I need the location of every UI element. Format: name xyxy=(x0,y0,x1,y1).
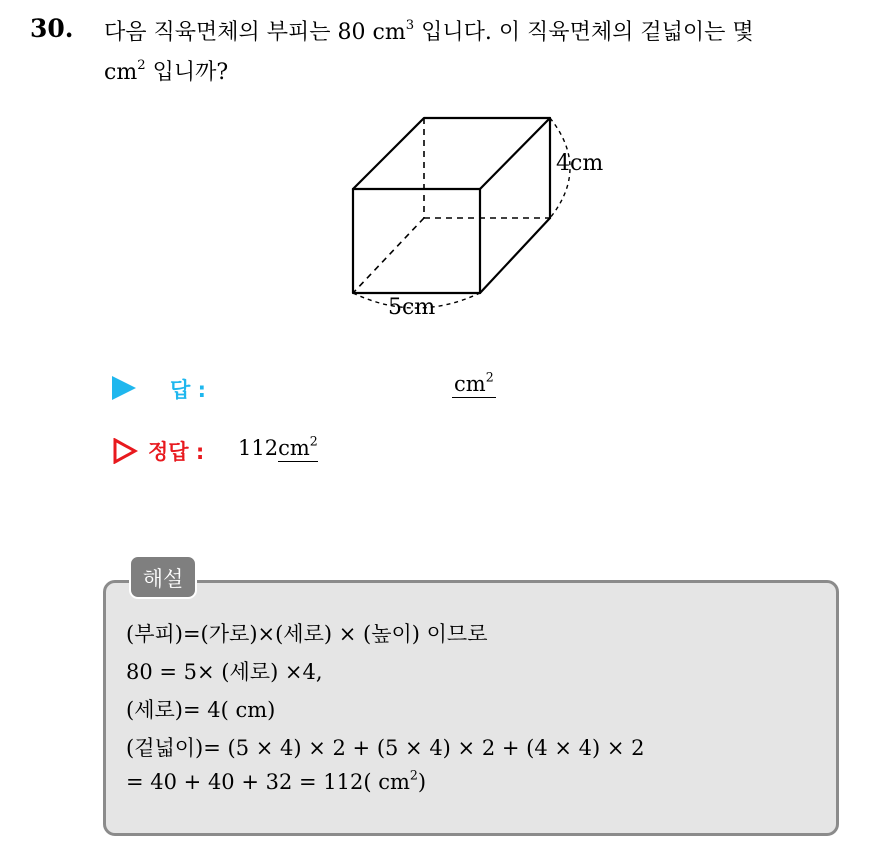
height-label: 4cm xyxy=(556,151,604,176)
correct-answer-unit: cm xyxy=(278,436,310,460)
explanation-tab: 해설 xyxy=(129,555,197,599)
cuboid-hidden-diagonal xyxy=(353,218,424,293)
question-text-line-1 xyxy=(104,15,754,46)
explanation-line-5 xyxy=(126,767,427,794)
explanation-line-4: (겉넓이)= (5 × 4) × 2 + (5 × 4) × 2 + (4 × 4) × 2 xyxy=(126,736,645,760)
cuboid-figure xyxy=(340,105,630,330)
question-volume-exponent: 3 xyxy=(405,18,415,34)
correct-answer-unit-wrap xyxy=(278,433,318,462)
cuboid-front-face xyxy=(353,189,480,293)
explanation-final-suffix: ) xyxy=(417,770,427,794)
question-text-end: 입니까? xyxy=(145,60,229,85)
question-text-start: 다음 직육면체의 부피는 80 xyxy=(104,20,366,45)
question-text-line-2 xyxy=(104,55,228,86)
correct-answer-label: 정답 : xyxy=(148,440,205,464)
width-label: 5cm xyxy=(388,295,436,320)
answer-row xyxy=(112,369,532,404)
filled-triangle-icon xyxy=(112,376,136,400)
correct-answer-number: 112 xyxy=(238,436,279,460)
answer-unit: cm xyxy=(454,372,486,396)
question-number: 30. xyxy=(30,14,74,43)
explanation-line-3: (세로)= 4( cm) xyxy=(126,698,276,722)
correct-answer-unit-exponent: 2 xyxy=(309,433,318,449)
explanation-final-exponent: 2 xyxy=(409,767,418,783)
cuboid-top-edges xyxy=(353,118,550,189)
question-volume-unit: cm xyxy=(372,20,406,45)
explanation-final-prefix: = 40 + 40 + 32 = 112( cm xyxy=(126,770,410,794)
answer-label: 답 : xyxy=(170,378,206,402)
answer-blank[interactable] xyxy=(452,369,496,398)
question-area-exponent: 2 xyxy=(137,58,146,74)
answer-unit-exponent: 2 xyxy=(485,369,494,385)
correct-answer-value xyxy=(238,433,318,460)
explanation-line-1: (부피)=(가로)×(세로) × (높이) 이므로 xyxy=(126,622,488,646)
question-area-unit: cm xyxy=(104,60,138,85)
question-text-rest: 입니다. 이 직육면체의 겉넓이는 몇 xyxy=(414,20,754,45)
explanation-line-2: 80 = 5× (세로) ×4, xyxy=(126,660,323,684)
correct-answer-row xyxy=(112,434,532,468)
cuboid-bottom-right-edge xyxy=(480,218,550,293)
outline-triangle-icon xyxy=(112,438,138,464)
